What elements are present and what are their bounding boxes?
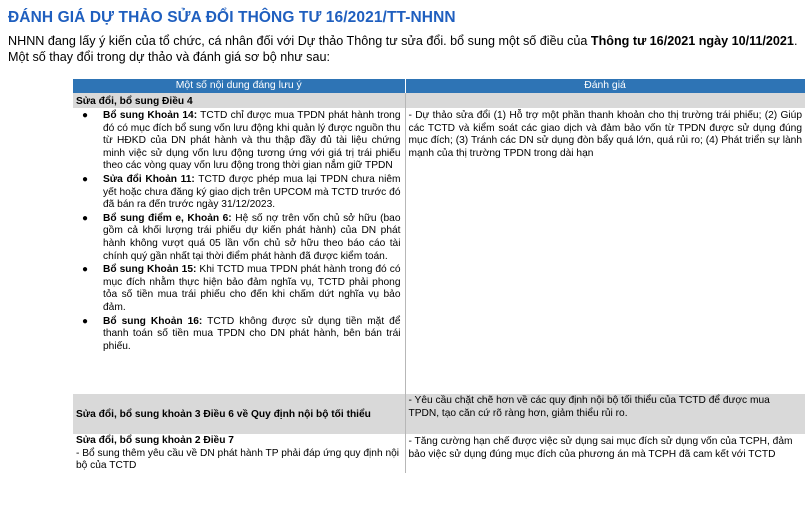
spacer-cell-right xyxy=(405,354,805,394)
list-item xyxy=(73,316,401,354)
section3-text: - Bổ sung thêm yêu cầu về DN phát hành TP phải đáp ứng quy định nội bộ của TCTD xyxy=(76,447,400,472)
item-text: Hệ số nợ trên vốn chủ sở hữu (bao gồm cả khối lượng trái phiếu dự kiến phát hành) của DN phát hành không vượt quá 05 lần vốn chủ sở hữu theo báo cáo tài chính quý gần nhất tại thời điểm phát hành đã được kiểm toán. xyxy=(103,212,401,262)
section1-title-blank xyxy=(405,93,805,108)
bullet-icon: ● xyxy=(82,212,89,224)
intro-text-start: NHNN đang lấy ý kiến của tổ chức, cá nhân đối với Dự thảo Thông tư sửa đổi. bổ sung một số điều của xyxy=(8,34,591,48)
item-text: Khi TCTD mua TPDN phát hành trong đó có mục đích nhằm thực hiện bảo đảm nghĩa vụ, TCTD phải phong tỏa số tiền mua trái phiếu cho đến khi chấm dứt nghĩa vụ bảo đảm. xyxy=(103,264,401,313)
table-row xyxy=(73,394,805,434)
header-notable-content: Một số nội dung đáng lưu ý xyxy=(73,79,405,93)
intro-text-end: . Một số thay đổi trong dự thảo và đánh giá sơ bộ như sau: xyxy=(8,34,798,64)
bullet-icon: ● xyxy=(82,110,89,121)
section3-title: Sửa đổi, bổ sung khoản 2 Điều 7 xyxy=(76,435,234,447)
table-row xyxy=(73,434,805,473)
section1-items xyxy=(73,108,405,354)
spacer-row xyxy=(73,354,805,394)
section2-evaluation: - Yêu cầu chặt chẽ hơn về các quy định nội bộ tối thiểu của TCTD để được mua TPDN, tạo căn cứ rõ ràng hơn, giảm thiểu rủi ro. xyxy=(405,394,805,434)
item-heading: Bổ sung Khoản 14: xyxy=(103,110,198,121)
list-item xyxy=(73,174,401,212)
header-evaluation: Đánh giá xyxy=(405,79,805,93)
list-item xyxy=(73,264,401,314)
table-row xyxy=(73,108,805,354)
item-heading: Bổ sung Khoản 16: xyxy=(103,315,203,327)
item-text: TCTD được phép mua lại TPDN chưa niêm yết hoặc chưa đăng ký giao dịch trên UPCOM mà TCTD trước đó đã bán ra đến trước ngày 31/12/2023. xyxy=(103,173,401,211)
item-text: TCTD không được sử dụng tiền mặt để thanh toán số tiền mua TPDN cho DN phát hành, bên bán trái phiếu. xyxy=(103,315,401,352)
table-header-row xyxy=(73,79,805,93)
bullet-icon: ● xyxy=(82,264,89,276)
section3-evaluation: - Tăng cường hạn chế được việc sử dụng sai mục đích sử dụng vốn của TCPH, đảm bảo việc sử dụng đúng mục đích của phương án mà TCPH đã cam kết với TCTD xyxy=(408,436,793,460)
item-heading: Bổ sung Khoản 15: xyxy=(103,264,197,276)
page-title: ĐÁNH GIÁ DỰ THẢO SỬA ĐỔI THÔNG TƯ 16/2021/TT-NHNN xyxy=(8,9,456,26)
evaluation-table xyxy=(73,79,806,473)
section2-title: Sửa đổi, bổ sung khoản 3 Điều 6 về Quy định nội bộ tối thiểu xyxy=(73,394,405,434)
item-heading: Bổ sung điểm e, Khoản 6: xyxy=(103,212,232,224)
bullet-icon: ● xyxy=(82,173,89,185)
section1-title: Sửa đổi, bổ sung Điều 4 xyxy=(73,93,405,108)
list-item xyxy=(73,110,401,173)
section1-evaluation: - Dự thảo sửa đổi (1) Hỗ trợ một phần thanh khoản cho thị trường trái phiếu; (2) Giúp các TCTD và kiểm soát các giao dịch và đảm bảo vốn từ TPDN được sử dụng đúng mục đích; (3) Tránh các DN sử dụng đòn bẩy quá lớn, quá rủi ro; (4) Phát triển sự lành mạnh của thị trường TPDN trong dài hạn xyxy=(408,110,802,159)
section-title-row xyxy=(73,93,805,108)
item-heading: Sửa đổi Khoản 11: xyxy=(103,173,195,185)
intro-paragraph xyxy=(8,33,806,65)
item-text: TCTD chỉ được mua TPDN phát hành trong đó có mục đích bổ sung vốn lưu động khi quản lý được nguồn thu từ HĐKD của DN phát hành và thu thập đầy đủ tài liệu chứng minh việc sử dụng vốn lưu động tương ứng với giá trị trái phiếu theo các vòng quay vốn lưu động trong thời gian nắm giữ TPDN xyxy=(103,110,401,172)
bullet-icon: ● xyxy=(82,315,89,327)
spacer-cell-left xyxy=(73,354,405,394)
intro-bold-reference: Thông tư 16/2021 ngày 10/11/2021 xyxy=(590,34,794,48)
list-item xyxy=(73,213,401,263)
section3-cell xyxy=(73,434,405,473)
